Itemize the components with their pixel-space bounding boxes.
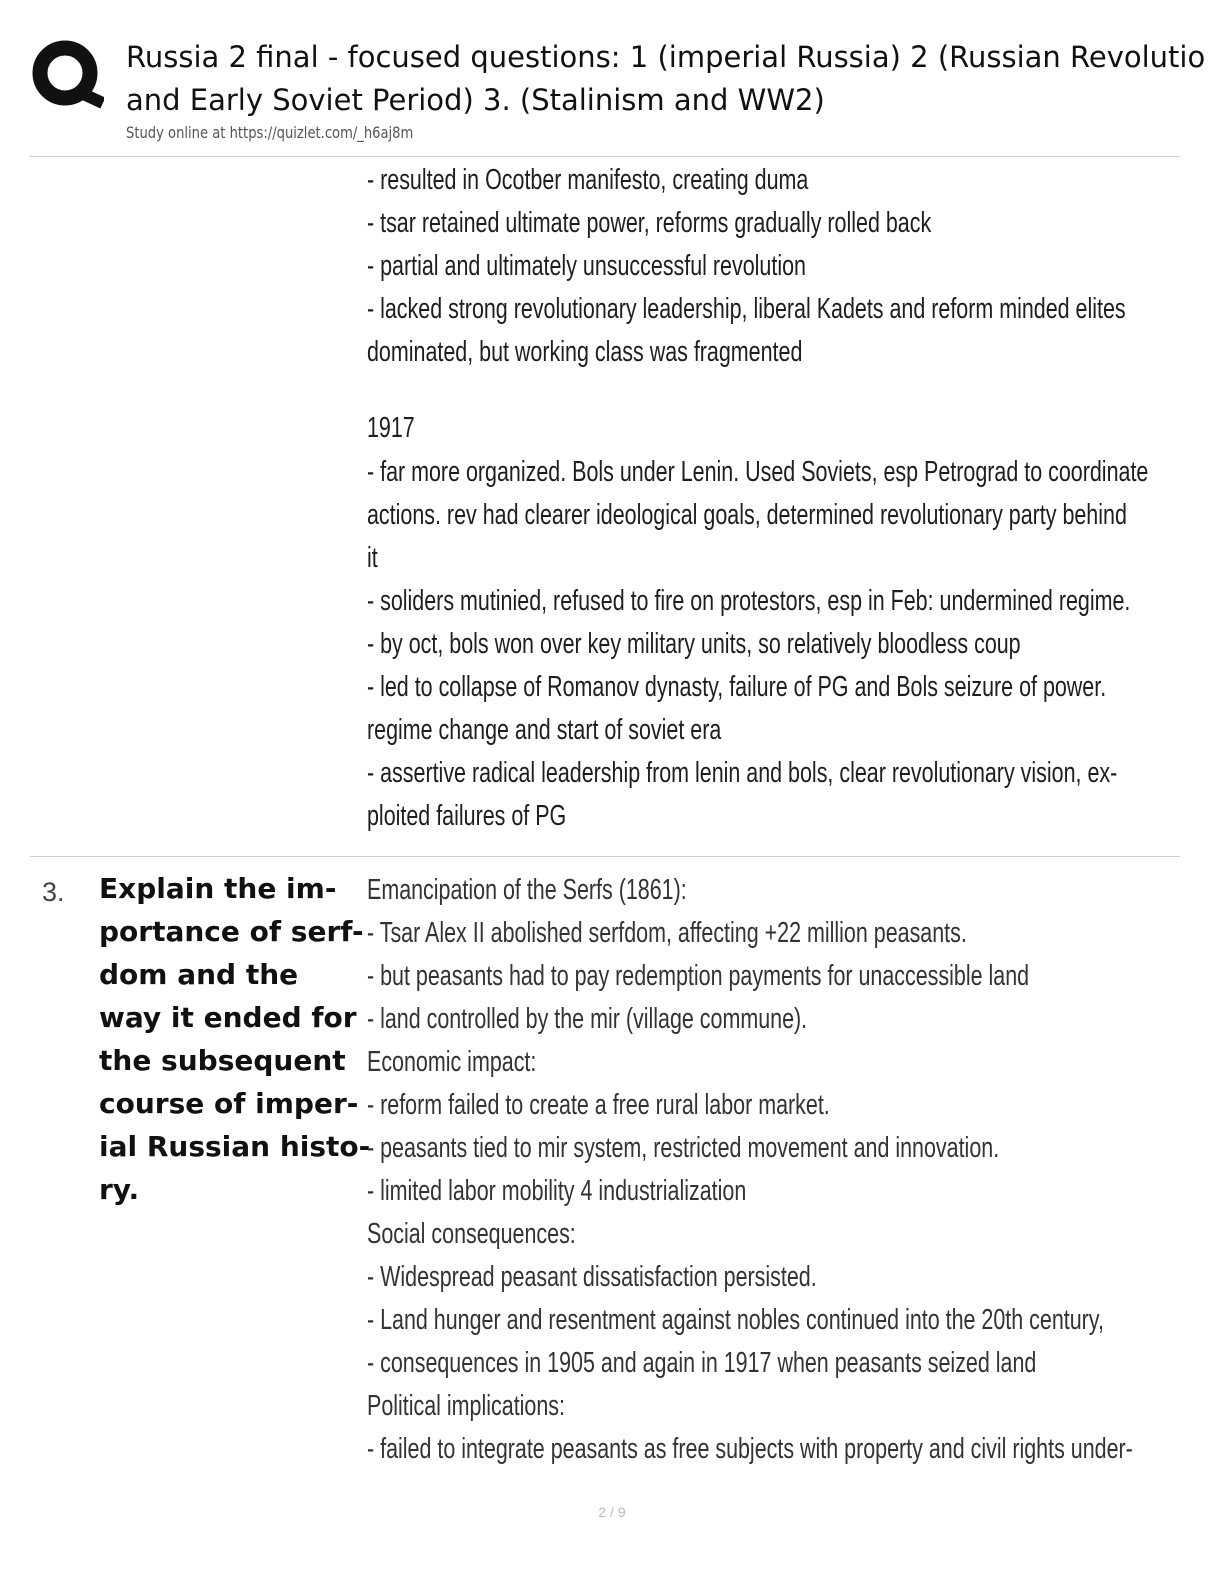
- answer-line: - reform failed to create a free rural labor market.: [367, 1089, 830, 1121]
- answer-line: - Widespread peasant dissatisfaction persisted.: [367, 1261, 817, 1293]
- question-line: ial Russian histo-: [99, 1130, 371, 1163]
- answer-line: - assertive radical leadership from lenin and bols, clear revolutionary vision, ex-: [367, 757, 1118, 789]
- page-number: 2 / 9: [598, 1504, 626, 1520]
- quizlet-logo-icon: [30, 36, 104, 114]
- answer-line: - soliders mutinied, refused to fire on protestors, esp in Feb: undermined regime.: [367, 585, 1131, 617]
- document-title: [126, 36, 1224, 122]
- answer-line: regime change and start of soviet era: [367, 714, 722, 746]
- question-line: portance of serf-: [99, 915, 364, 948]
- answer-line: dominated, but working class was fragmented: [367, 336, 803, 368]
- question-line: dom and the: [99, 958, 299, 991]
- question-line: the subsequent: [99, 1044, 346, 1077]
- answer-line: actions. rev had clearer ideological goals, determined revolutionary party behind: [367, 499, 1127, 531]
- question-text: [99, 867, 371, 1211]
- answer-line: - by oct, bols won over key military units, so relatively bloodless coup: [367, 628, 1021, 660]
- study-online-link[interactable]: Study online at https://quizlet.com/_h6aj8m: [126, 123, 414, 142]
- answer-line: Social consequences:: [367, 1218, 576, 1250]
- answer-line: - partial and ultimately unsuccessful revolution: [367, 250, 806, 282]
- answer-line: Emancipation of the Serfs (1861):: [367, 874, 687, 906]
- answer-line: - far more organized. Bols under Lenin. Used Soviets, esp Petrograd to coordinate: [367, 456, 1149, 488]
- title-line-1: Russia 2 final - focused questions: 1 (imperial Russia) 2 (Russian Revolutio: [126, 40, 1206, 74]
- answer-line: - Tsar Alex II abolished serfdom, affecting +22 million peasants.: [367, 917, 967, 949]
- answer-line: it: [367, 542, 378, 574]
- title-line-2: and Early Soviet Period) 3. (Stalinism and WW2): [126, 83, 825, 117]
- answer-line: Economic impact:: [367, 1046, 537, 1078]
- answer-line: - tsar retained ultimate power, reforms gradually rolled back: [367, 207, 932, 239]
- answer-line: - land controlled by the mir (village commune).: [367, 1003, 808, 1035]
- answer-line: - peasants tied to mir system, restricted movement and innovation.: [367, 1132, 1000, 1164]
- card-divider: [30, 856, 1180, 857]
- answer-line: - led to collapse of Romanov dynasty, failure of PG and Bols seizure of power.: [367, 671, 1107, 703]
- question-line: Explain the im-: [99, 872, 337, 905]
- answer-line: ploited failures of PG: [367, 800, 567, 832]
- answer-line: Political implications:: [367, 1390, 565, 1422]
- header-divider: [30, 156, 1180, 157]
- card-number: 3.: [42, 877, 65, 907]
- question-line: way it ended for: [99, 1001, 357, 1034]
- answer-line: - consequences in 1905 and again in 1917 when peasants seized land: [367, 1347, 1037, 1379]
- answer-line: - lacked strong revolutionary leadership, liberal Kadets and reform minded elites: [367, 293, 1126, 325]
- answer-line: - Land hunger and resentment against nobles continued into the 20th century,: [367, 1304, 1104, 1336]
- answer-line: 1917: [367, 412, 415, 444]
- answer-line: - failed to integrate peasants as free subjects with property and civil rights under-: [367, 1433, 1133, 1465]
- answer-line: - resulted in Ocotber manifesto, creating duma: [367, 164, 809, 196]
- answer-line: - but peasants had to pay redemption payments for unaccessible land: [367, 960, 1030, 992]
- question-line: ry.: [99, 1173, 140, 1206]
- question-line: course of imper-: [99, 1087, 359, 1120]
- answer-line: - limited labor mobility 4 industrialization: [367, 1175, 747, 1207]
